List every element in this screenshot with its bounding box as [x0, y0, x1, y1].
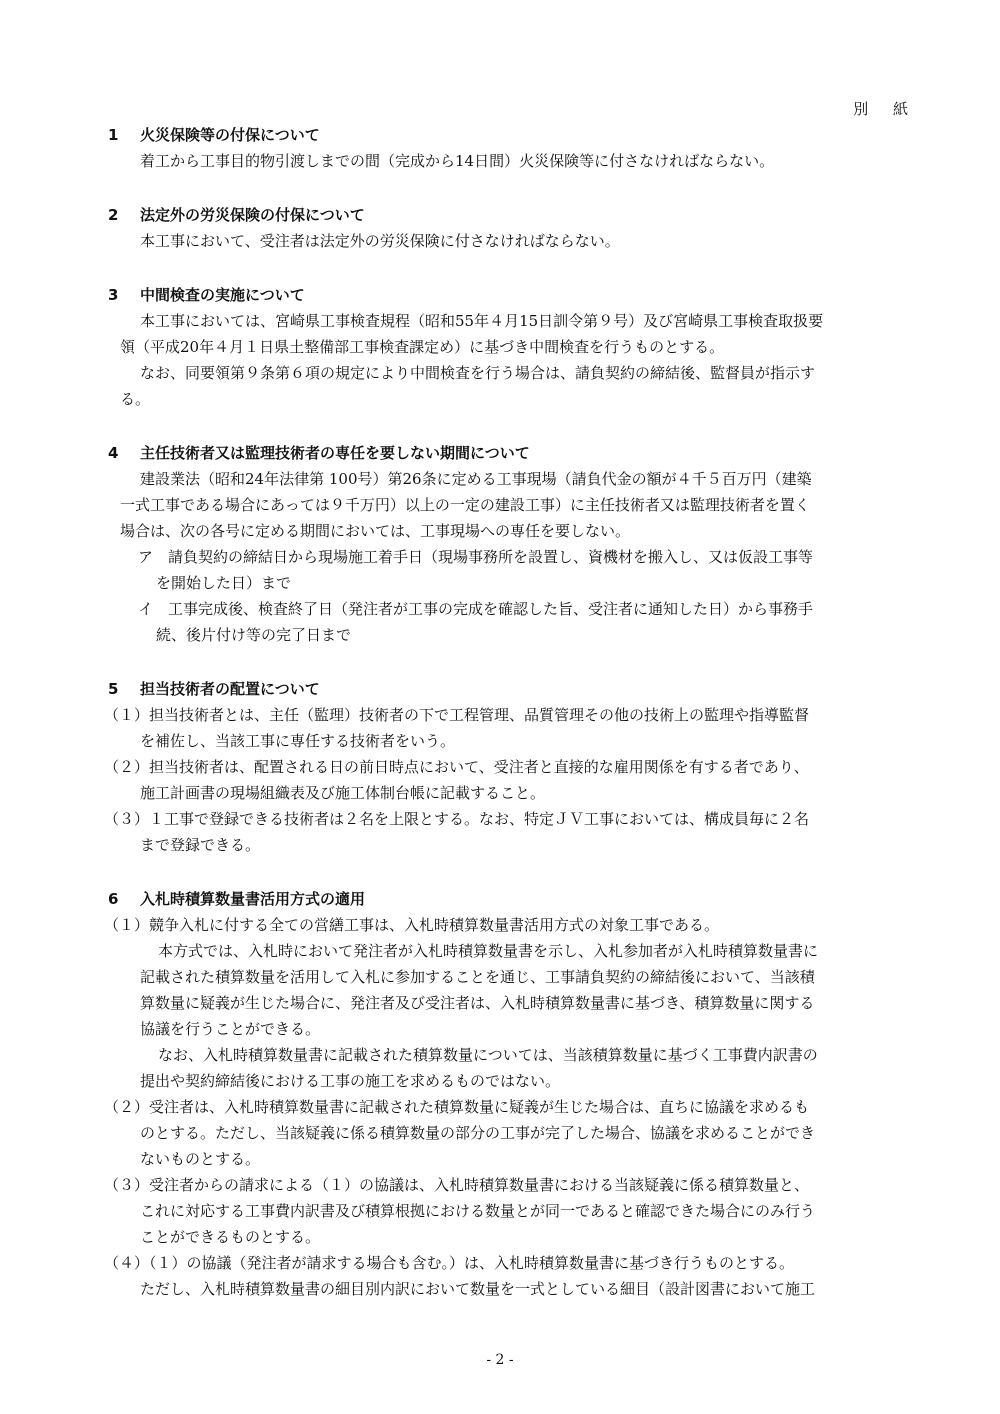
body-text-line: （４）（１）の協議（発注者が請求する場合も含む。）は、入札時積算数量書に基づき行うものとする。 [104, 1254, 795, 1272]
section-4 [108, 440, 920, 648]
section-5 [104, 676, 920, 858]
body-text-line: る。 [120, 390, 151, 408]
body-text-line: これに対応する工事費内訳書及び積算根拠における数量とが同一であると確認できた場合にのみ行う [140, 1202, 816, 1220]
body-text-line: なお、入札時積算数量書に記載された積算数量については、当該積算数量に基づく工事費内訳書の [158, 1046, 818, 1064]
body-text-line: （１）担当技術者とは、主任（監理）技術者の下で工程管理、品質管理その他の技術上の監理や指導監督 [104, 706, 810, 724]
body-text-line: （１）競争入札に付する全ての営繕工事は、入札時積算数量書活用方式の対象工事である。 [104, 916, 720, 934]
body-text-line: 場合は、次の各号に定める期間においては、工事現場への専任を要しない。 [120, 522, 631, 540]
section-number: 3 [108, 286, 119, 304]
section-number: 6 [108, 890, 119, 908]
section-spacer [108, 858, 920, 886]
body-text-line: ことができるものとする。 [140, 1228, 321, 1246]
section-6 [104, 886, 920, 1302]
section-number: 1 [108, 126, 119, 144]
body-text-line: イ 工事完成後、検査終了日（発注者が工事の完成を確認した旨、受注者に通知した日）から事務手 [138, 600, 814, 618]
section-number: 2 [108, 206, 119, 224]
section-title: 入札時積算数量書活用方式の適用 [140, 890, 366, 908]
body-text-line: のとする。ただし、当該疑義に係る積算数量の部分の工事が完了した場合、協議を求めることができ [140, 1124, 816, 1142]
section-spacer [108, 648, 920, 676]
annex-label: 別 紙 [853, 100, 918, 118]
section-number: 5 [108, 680, 119, 698]
section-spacer [108, 412, 920, 440]
body-text-line: 着工から工事目的物引渡しまでの間（完成から14日間）火災保険等に付さなければならない。 [140, 152, 775, 170]
page-number: - 2 - [486, 1352, 514, 1368]
body-text-line: （３）１工事で登録できる技術者は２名を上限とする。なお、特定ＪＶ工事においては、構成員毎に２名 [104, 810, 810, 828]
document-body [104, 122, 920, 1302]
section-3 [108, 282, 920, 412]
body-text-line: 本工事においては、宮崎県工事検査規程（昭和55年４月15日訓令第９号）及び宮崎県工事検査取扱要 [140, 312, 824, 330]
section-spacer [108, 254, 920, 282]
body-text-line: ア 請負契約の締結日から現場施工着手日（現場事務所を設置し、資機材を搬入し、又は仮設工事等 [138, 548, 814, 566]
body-text-line: ないものとする。 [140, 1150, 261, 1168]
section-heading [108, 676, 920, 702]
section-heading [108, 122, 920, 148]
section-number: 4 [108, 444, 119, 462]
body-text-line: 協議を行うことができる。 [140, 1020, 321, 1038]
body-text-line: （２）担当技術者は、配置される日の前日時点において、受注者と直接的な雇用関係を有する者であり、 [104, 758, 809, 776]
body-text-line: ただし、入札時積算数量書の細目別内訳において数量を一式としている細目（設計図書において施工 [140, 1280, 816, 1298]
body-text-line: （３）受注者からの請求による（１）の協議は、入札時積算数量書における当該疑義に係る積算数量と、 [104, 1176, 810, 1194]
body-text-line: 一式工事である場合にあっては９千万円）以上の一定の建設工事）に主任技術者又は監理技術者を置く [120, 496, 810, 514]
section-title: 火災保険等の付保について [140, 126, 320, 144]
body-text-line: 施工計画書の現場組織表及び施工体制台帳に記載すること。 [140, 784, 546, 802]
body-text-line: 続、後片付け等の完了日まで [156, 626, 352, 644]
section-title: 中間検査の実施について [140, 286, 305, 304]
section-title: 担当技術者の配置について [140, 680, 320, 698]
section-heading [108, 282, 920, 308]
section-heading [108, 886, 920, 912]
body-text-line: 記載された積算数量を活用して入札に参加することを通じ、工事請負契約の締結後において、当該積 [140, 968, 815, 986]
body-text-line: なお、同要領第９条第６項の規定により中間検査を行う場合は、請負契約の締結後、監督員が指示す [140, 364, 816, 382]
section-title: 主任技術者又は監理技術者の専任を要しない期間について [140, 444, 530, 462]
section-title: 法定外の労災保険の付保について [140, 206, 365, 224]
section-heading [108, 202, 920, 228]
body-text-line: を開始した日）まで [156, 574, 292, 592]
section-spacer [108, 174, 920, 202]
body-text-line: 建設業法（昭和24年法律第 100号）第26条に定める工事現場（請負代金の額が４千５百万円（建築 [140, 470, 812, 488]
body-text-line: 本方式では、入札時において発注者が入札時積算数量書を示し、入札参加者が入札時積算数量書に [158, 942, 819, 960]
body-text-line: を補佐し、当該工事に専任する技術者をいう。 [140, 732, 456, 750]
section-1 [108, 122, 920, 174]
body-text-line: 提出や契約締結後における工事の施工を求めるものではない。 [140, 1072, 561, 1090]
body-text-line: （２）受注者は、入札時積算数量書に記載された積算数量に疑義が生じた場合は、直ちに協議を求めるも [104, 1098, 810, 1116]
section-heading [108, 440, 920, 466]
body-text-line: 算数量に疑義が生じた場合に、発注者及び受注者は、入札時積算数量書に基づき、積算数量に関する [140, 994, 815, 1012]
body-text-line: 領（平成20年４月１日県土整備部工事検査課定め）に基づき中間検査を行うものとする。 [120, 338, 725, 356]
section-2 [108, 202, 920, 254]
body-text-line: まで登録できる。 [140, 836, 261, 854]
body-text-line: 本工事において、受注者は法定外の労災保険に付さなければならない。 [140, 232, 620, 250]
